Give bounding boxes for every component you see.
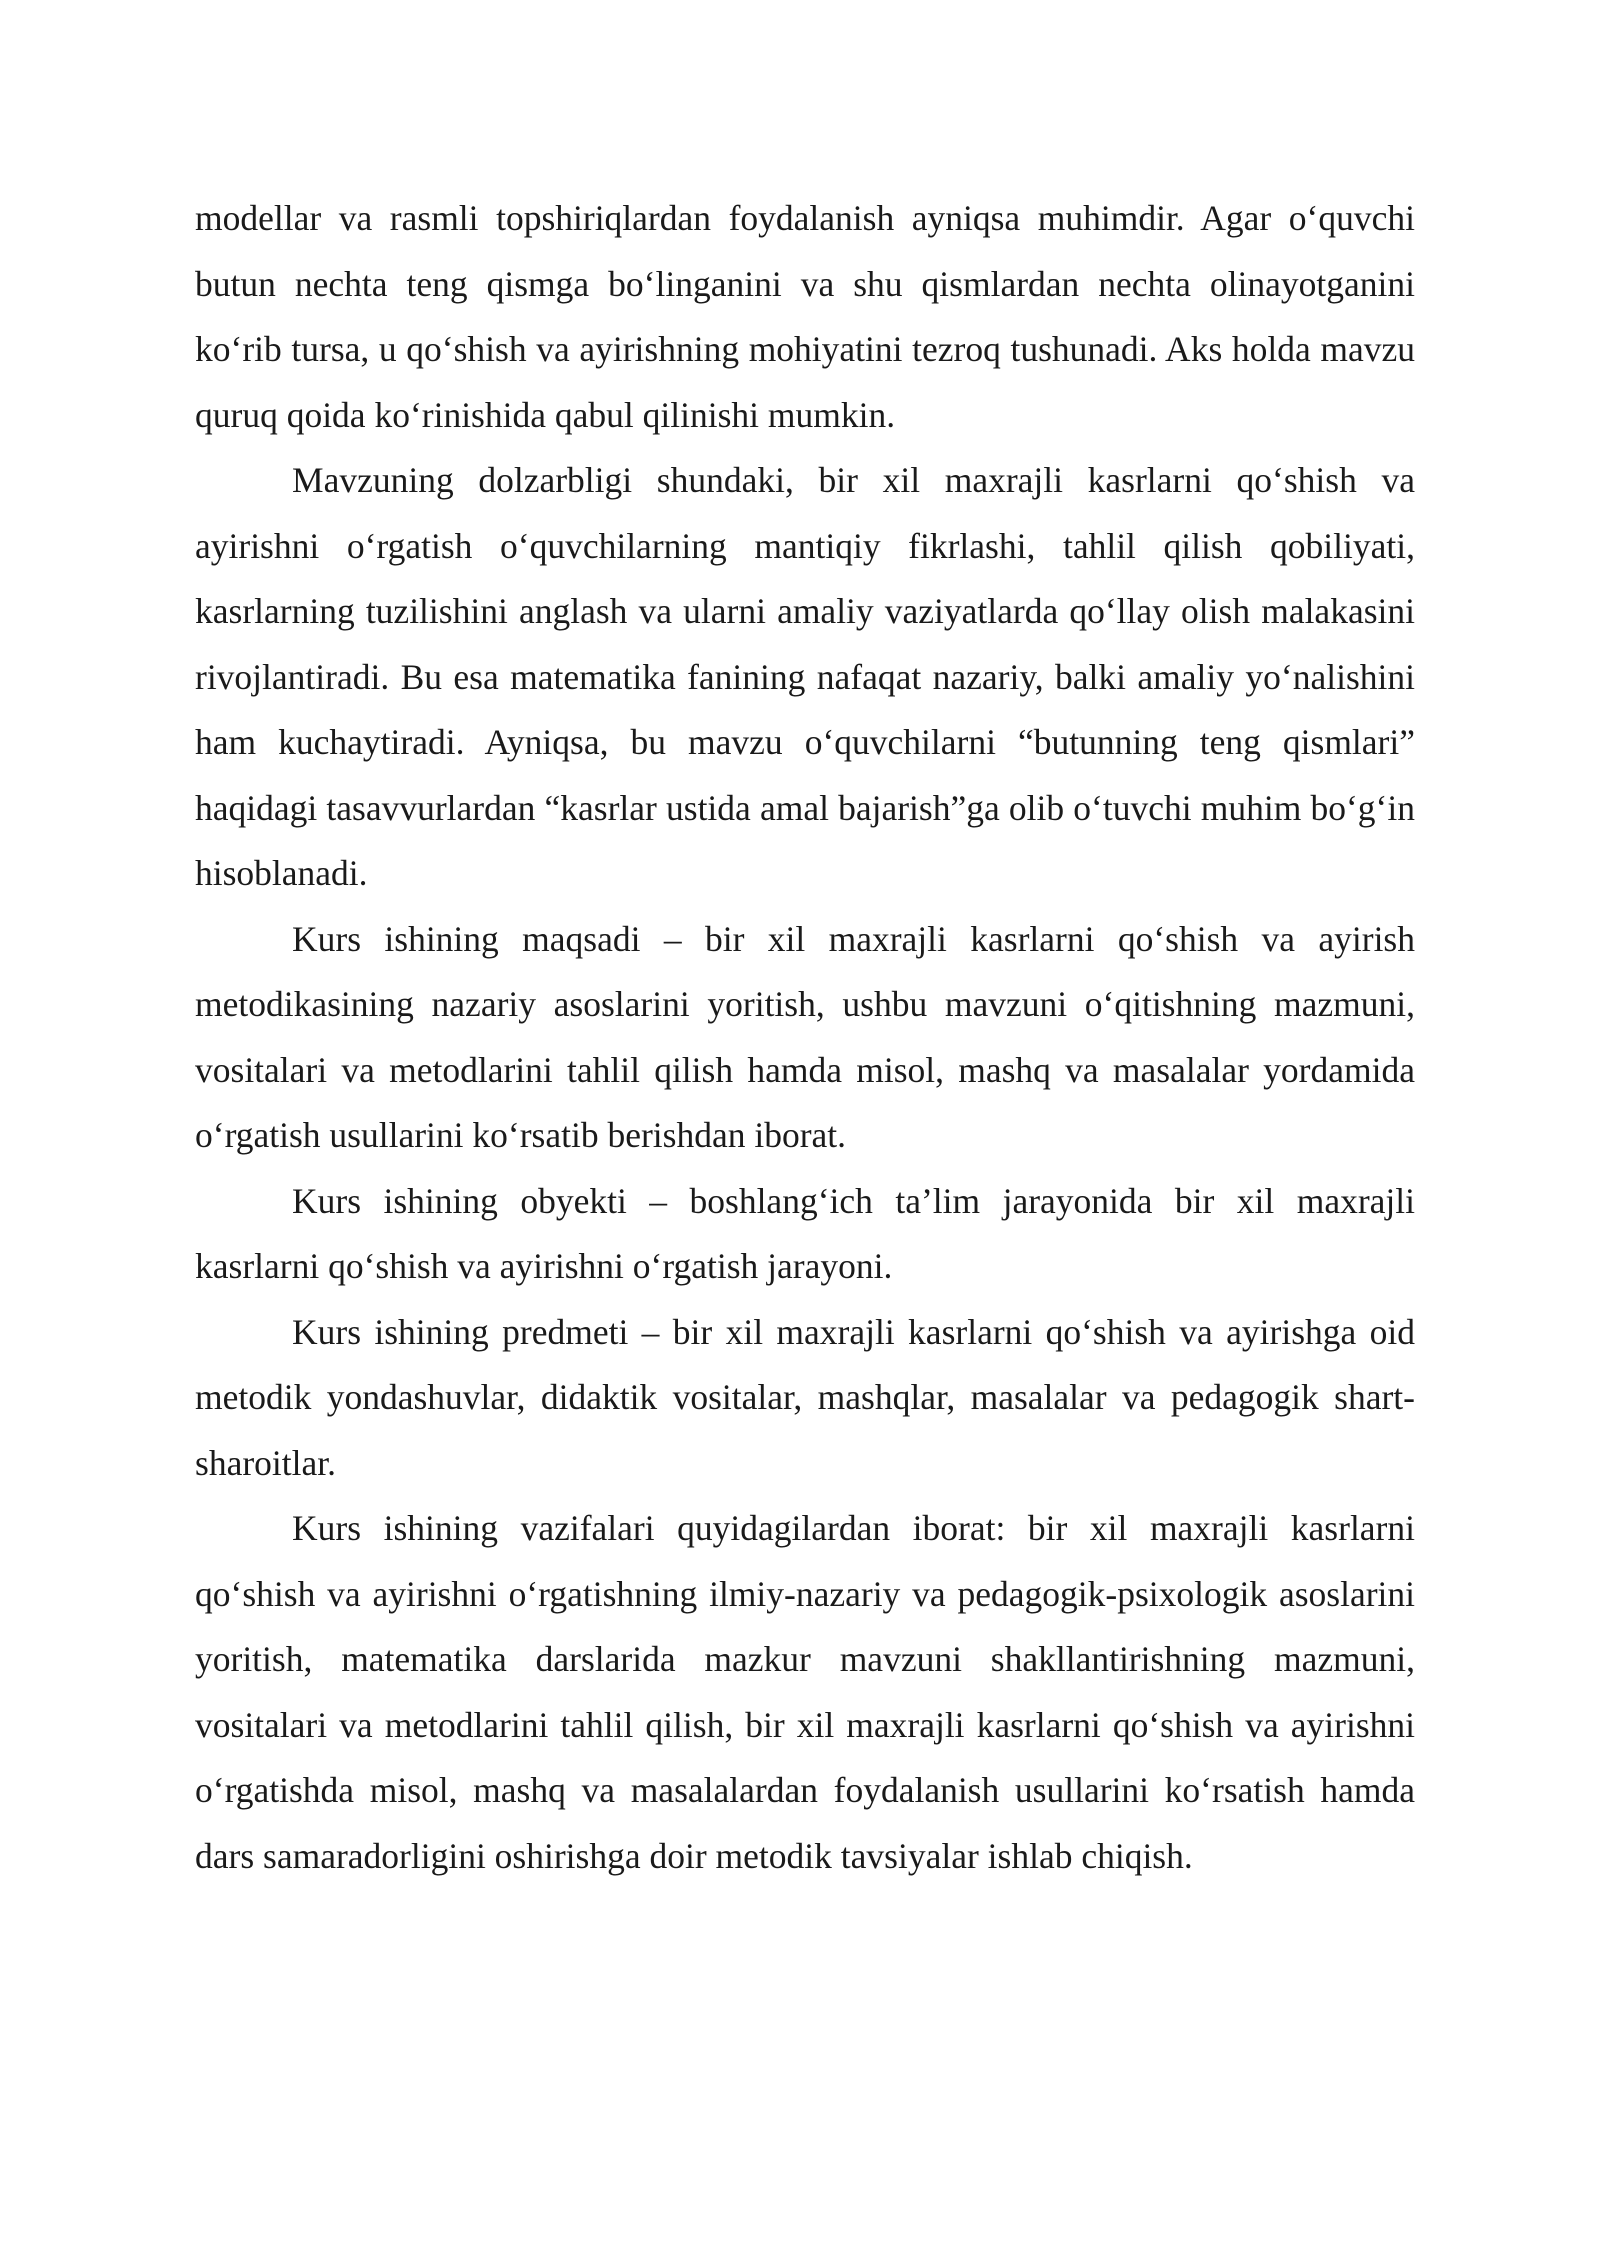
- paragraph-relevance: Mavzuning dolzarbligi shundaki, bir xil maxrajli kasrlarni qo‘shish va ayirishni o‘rgatish o‘quvchilarning mantiqiy fikrlashi, tahlil qilish qobiliyati, kasrlarning tuzilishini anglash va ularni amaliy vaziyatlarda qo‘llay olish malakasini rivojlantiradi. Bu esa matematika fanining nafaqat nazariy, balki amaliy yo‘nalishini ham kuchaytiradi. Ayniqsa, bu mavzu o‘quvchilarni “butunning teng qismlari” haqidagi tasavvurlardan “kasrlar ustida amal bajarish”ga olib o‘tuvchi muhim bo‘g‘in hisoblanadi.: [195, 460, 1415, 893]
- document-page: [195, 186, 1415, 1889]
- paragraph-tasks: Kurs ishining vazifalari quyidagilardan iborat: bir xil maxrajli kasrlarni qo‘shish va ayirishni o‘rgatishning ilmiy-nazariy va pedagogik-psixologik asoslarini yoritish, matematika darslarida mazkur mavzuni shakllantirishning mazmuni, vositalari va metodlarini tahlil qilish, bir xil maxrajli kasrlarni qo‘shish va ayirishni o‘rgatishda misol, mashq va masalalardan foydalanish usullarini ko‘rsatish hamda dars samaradorligini oshirishga doir metodik tavsiyalar ishlab chiqish.: [195, 1508, 1415, 1876]
- paragraph-subject: Kurs ishining predmeti – bir xil maxrajli kasrlarni qo‘shish va ayirishga oid metodik yondashuvlar, didaktik vositalar, mashqlar, masalalar va pedagogik shart-sharoitlar.: [195, 1311, 1415, 1483]
- paragraph-continuation: modellar va rasmli topshiriqlardan foydalanish ayniqsa muhimdir. Agar o‘quvchi butun nechta teng qismga bo‘linganini va shu qismlardan nechta olinayotganini ko‘rib tursa, u qo‘shish va ayirishning mohiyatini tezroq tushunadi. Aks holda mavzu quruq qoida ko‘rinishida qabul qilinishi mumkin.: [195, 198, 1415, 435]
- paragraph-object: Kurs ishining obyekti – boshlang‘ich ta’lim jarayonida bir xil maxrajli kasrlarni qo‘shish va ayirishni o‘rgatish jarayoni.: [195, 1180, 1415, 1286]
- paragraph-goal: Kurs ishining maqsadi – bir xil maxrajli kasrlarni qo‘shish va ayirish metodikasining nazariy asoslarini yoritish, ushbu mavzuni o‘qitishning mazmuni, vositalari va metodlarini tahlil qilish hamda misol, mashq va masalalar yordamida o‘rgatish usullarini ko‘rsatib berishdan iborat.: [195, 918, 1415, 1155]
